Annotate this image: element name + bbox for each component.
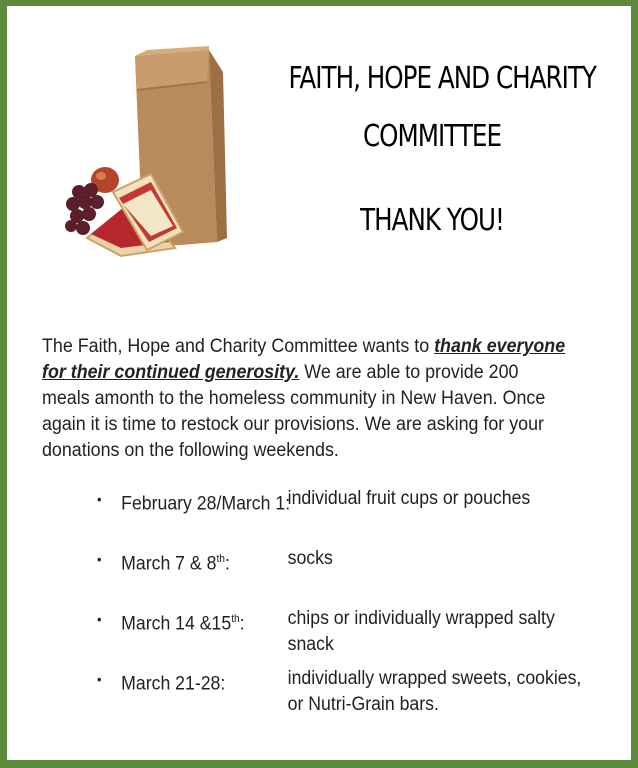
schedule-request: individual fruit cups or pouches (287, 488, 531, 509)
bullet-icon: • (97, 671, 102, 687)
bullet-icon: • (97, 551, 102, 567)
schedule-item (97, 666, 582, 726)
thank-you-heading: THANK YOU! (360, 203, 504, 238)
schedule-request: individually wrapped sweets, cookies, or Nutri-Grain bars. (287, 668, 582, 715)
flyer-title (288, 50, 596, 250)
bullet-icon: • (97, 611, 102, 627)
intro-emphasis: thank everyone for their continued generosity. (42, 336, 566, 383)
title-line-2: COMMITTEE (362, 119, 502, 154)
schedule-request: socks (287, 548, 333, 569)
title-line-1: FAITH, HOPE AND CHARITY (288, 61, 596, 96)
schedule-date: February 28/March 1: (121, 493, 291, 515)
schedule-item (97, 606, 562, 666)
schedule-date: March 14 &15th: (121, 613, 245, 635)
lunch-bag-illustration (57, 42, 247, 274)
schedule-request: chips or individually wrapped salty snack (287, 608, 555, 655)
schedule-item (97, 486, 562, 546)
schedule-date: March 21-28: (121, 673, 226, 695)
intro-paragraph (42, 334, 568, 464)
schedule-item (97, 546, 562, 606)
schedule-date: March 7 & 8th: (121, 553, 230, 575)
intro-text-end: We are able to provide 200 meals amonth to the homeless community in New Haven. Once again it is time to restock our provisions. We are asking for your donations on the following weekends. (42, 362, 546, 461)
bullet-icon: • (97, 491, 102, 507)
intro-text-start: The Faith, Hope and Charity Committee wants to (42, 336, 435, 357)
donation-schedule (97, 486, 582, 726)
